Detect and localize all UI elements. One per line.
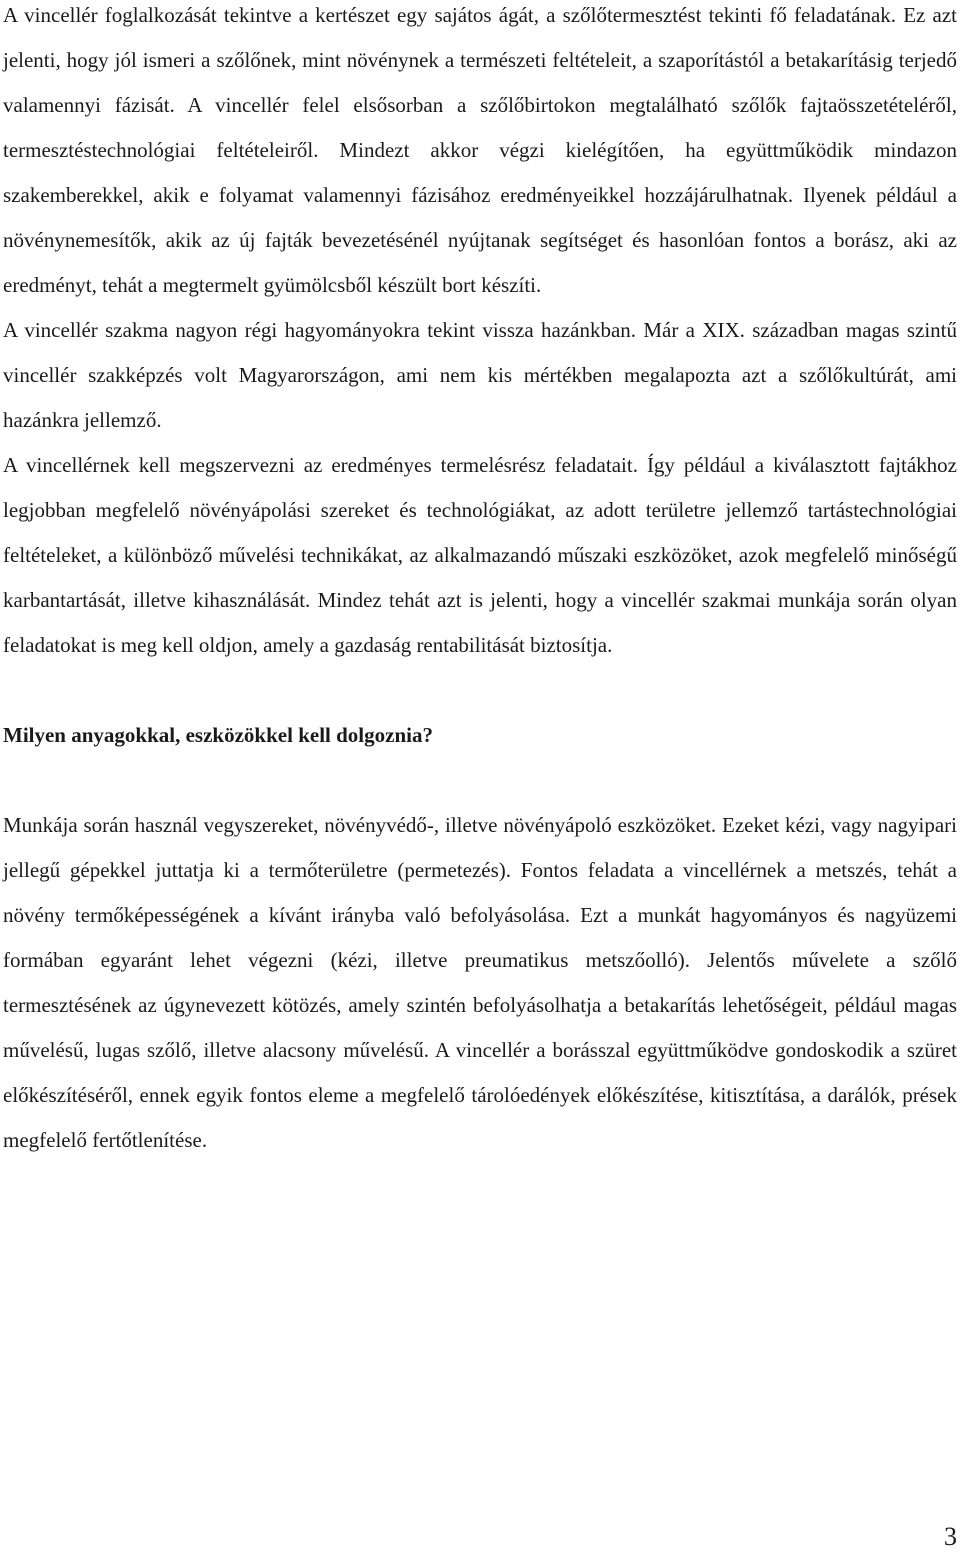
paragraph-history: A vincellér szakma nagyon régi hagyományokra tekint vissza hazánkban. Már a XIX. században magas szintű vincellér szakképzés volt Magyarországon, ami nem kis mértékben megalapozta azt a szőlőkultúrát, ami hazánkra jellemző.: [3, 318, 957, 432]
paragraph-materials: Munkája során használ vegyszereket, növényvédő-, illetve növényápoló eszközöket. Ezeket kézi, vagy nagyipari jellegű gépekkel juttatja ki a termőterületre (permetezés). Fontos feladata a vincellérnek a metszés, tehát a növény termőképességének a kívánt irányba való befolyásolása. Ezt a munkát hagyományos és nagyüzemi formában egyaránt lehet végezni (kézi, illetve preumatikus metszőolló). Jelentős művelete a szőlő termesztésének az úgynevezett kötözés, amely szintén befolyásolhatja a betakarítás lehetőségeit, például magas művelésű, lugas szőlő, illetve alacsony művelésű. A vincellér a borásszal együttműködve gondoskodik a szüret előkészítéséről, ennek egyik fontos eleme a megfelelő tárolóedények előkészítése, kitisztítása, a darálók, prések megfelelő fertőtlenítése.: [3, 813, 957, 1152]
paragraph-intro: A vincellér foglalkozását tekintve a kertészet egy sajátos ágát, a szőlőtermesztést tekinti fő feladatának. Ez azt jelenti, hogy jól ismeri a szőlőnek, mint növénynek a természeti feltételeit, a szaporítástól a betakarításig terjedő valamennyi fázisát. A vincellér felel elsősorban a szőlőbirtokon megtalálható szőlők fajtaösszetételéről, termesztéstechnológiai feltételeiről. Mindezt akkor végzi kielégítően, ha együttműködik mindazon szakemberekkel, akik e folyamat valamennyi fázisához eredményeikkel hozzájárulhatnak. Ilyenek például a növénynemesítők, akik az új fajták bevezetésénél nyújtanak segítséget és hasonlóan fontos a borász, aki az eredményt, tehát a megtermelt gyümölcsből készült bort készíti.: [3, 3, 957, 297]
paragraph-tasks: A vincellérnek kell megszervezni az eredményes termelésrész feladatait. Így például a kiválasztott fajtákhoz legjobban megfelelő növényápolási szereket és technológiákat, az adott területre jellemző tartástechnológiai feltételeket, a különböző művelési technikákat, az alkalmazandó műszaki eszközöket, azok megfelelő minőségű karbantartását, illetve kihasználását. Mindez tehát azt is jelenti, hogy a vincellér szakmai munkája során olyan feladatokat is meg kell oldjon, amely a gazdaság rentabilitását biztosítja.: [3, 453, 957, 657]
spacer: [3, 668, 957, 713]
spacer: [3, 758, 957, 803]
document-page: [3, 0, 957, 1163]
page-number: 3: [944, 1522, 957, 1551]
section-heading: Milyen anyagokkal, eszközökkel kell dolgoznia?: [3, 723, 433, 747]
